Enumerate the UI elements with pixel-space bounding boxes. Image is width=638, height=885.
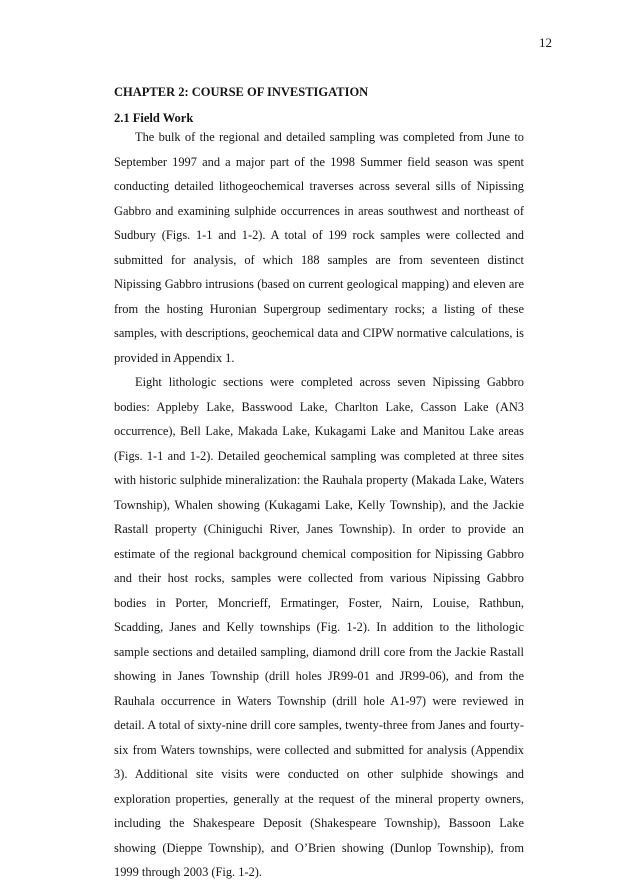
paragraph-field-work-1: The bulk of the regional and detailed sampling was completed from June to September 1997 and a major part of the 1998 Summer field season was spent conducting detailed lithogeochemical traverses across several sills of Nipissing Gabbro and examining sulphide occurrences in areas southwest and northeast of Sudbury (Figs. 1-1 and 1-2). A total of 199 rock samples were collected and submitted for analysis, of which 188 samples are from seventeen distinct Nipissing Gabbro intrusions (based on current geological mapping) and eleven are from the hosting Huronian Supergroup sedimentary rocks; a listing of these samples, with descriptions, geochemical data and CIPW normative calculations, is provided in Appendix 1. — [114, 130, 524, 365]
body-text — [114, 125, 524, 885]
paragraph-field-work-2: Eight lithologic sections were completed across seven Nipissing Gabbro bodies: Appleby Lake, Basswood Lake, Charlton Lake, Casson Lake (AN3 occurrence), Bell Lake, Makada Lake, Kukagami Lake and Manitou Lake areas (Figs. 1-1 and 1-2). Detailed geochemical sampling was completed at three sites with historic sulphide mineralization: the Rauhala property (Makada Lake, Waters Township), Whalen showing (Kukagami Lake, Kelly Township), and the Jackie Rastall property (Chiniguchi River, Janes Township). In order to provide an estimate of the regional background chemical composition for Nipissing Gabbro and their host rocks, samples were collected from various Nipissing Gabbro bodies in Porter, Moncrieff, Ermatinger, Foster, Nairn, Louise, Rathbun, Scadding, Janes and Kelly townships (Fig. 1-2). In addition to the lithologic sample sections and detailed sampling, diamond drill core from the Jackie Rastall showing in Janes Township (drill holes JR99-01 and JR99-06), and from the Rauhala occurrence in Waters Township (drill hole A1-97) were reviewed in detail. A total of sixty-nine drill core samples, twenty-three from Janes and fourty-six from Waters townships, were collected and submitted for analysis (Appendix 3). Additional site visits were conducted on other sulphide showings and exploration properties, generally at the request of the mineral property owners, including the Shakespeare Deposit (Shakespeare Township), Bassoon Lake showing (Dieppe Township), and O’Brien showing (Dunlop Township), from 1999 through 2003 (Fig. 1-2). — [114, 375, 524, 879]
section-heading: 2.1 Field Work — [114, 111, 194, 125]
chapter-title: CHAPTER 2: COURSE OF INVESTIGATION — [114, 85, 369, 99]
page-number: 12 — [539, 35, 552, 50]
